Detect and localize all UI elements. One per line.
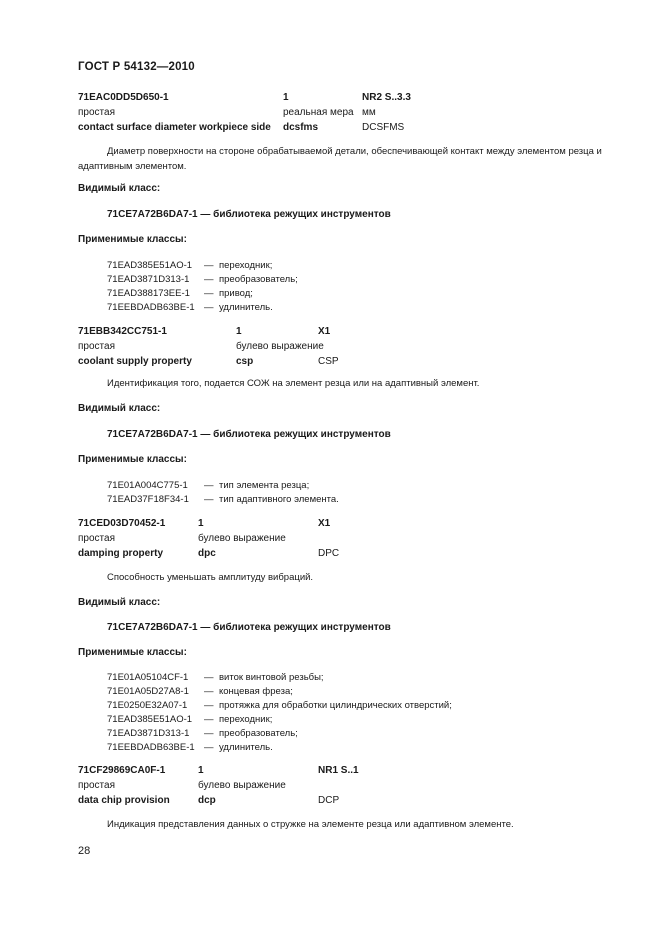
property-format: NR2 S..3.3 (362, 92, 411, 103)
property-version: 1 (236, 326, 242, 337)
visible-class-heading: Видимый класс: (78, 597, 161, 608)
property-name: damping property (78, 548, 164, 559)
property-name: contact surface diameter workpiece side (78, 122, 271, 133)
property-code: DCP (318, 795, 340, 806)
property-symbol: csp (236, 356, 254, 367)
visible-class-heading: Видимый класс: (78, 403, 161, 414)
property-definition: Диаметр поверхности на стороне обрабатываемой детали, обеспечивающей контакт между элементом резца и адаптивным элементом. (78, 146, 602, 172)
property-definition: Индикация представления данных о стружке на элементе резца или адаптивном элементе. (107, 819, 514, 830)
property-type: простая (78, 107, 115, 118)
standard-header: ГОСТ Р 54132—2010 (78, 61, 195, 73)
property-datatype: булево выражение (198, 780, 286, 791)
property-symbol: dpc (198, 548, 216, 559)
property-definition: Способность уменьшать амплитуду вибраций. (107, 572, 314, 583)
page-number: 28 (78, 845, 91, 857)
visible-class-heading: Видимый класс: (78, 183, 161, 194)
property-code: DPC (318, 548, 340, 559)
property-id: 71EAC0DD5D650-1 (78, 92, 169, 103)
property-type: простая (78, 780, 115, 791)
visible-class-value: 71CE7A72B6DA7-1 — библиотека режущих инструментов (107, 209, 391, 220)
property-code: CSP (318, 356, 339, 367)
property-type: простая (78, 533, 115, 544)
applicable-classes-heading: Применимые классы: (78, 647, 187, 658)
property-version: 1 (198, 518, 204, 529)
property-format: X1 (318, 518, 331, 529)
property-id: 71CF29869CA0F-1 (78, 765, 166, 776)
property-unit: мм (362, 107, 376, 118)
property-name: data chip provision (78, 795, 170, 806)
document-page: ГОСТ Р 54132—2010 71EAC0DD5D650-1 1 NR2 S..3.3 простая реальная мера мм contact surface diameter workpiece side dcsfms DCSFMS Диаметр поверхности на стороне обрабатываемой детали, обеспечивающей контакт между элементом резца и адаптивным элементом. Видимый класс: 71CE7A72B6DA7-1 — библиотека режущих инструментов Применимые классы: 71EAD385E51AO-1 — переходник; 71EAD3871D313-1 — преобразователь; 71EAD388173EE-1 — привод; 71EEBDADB63BE-1 — удлинитель. 71EBB342CC751-1 1 X1 простая булево выражение coolant supply property csp CSP Идентификация того, подается СОЖ на элемент резца или на адаптивный элемент. Видимый класс: 71CE7A72B6DA7-1 — библиотека режущих инструментов Применимые классы: 71E01A004C775-1 — тип элемента резца; 71EAD37F18F34-1 — тип адаптивного элемента. 71CED03D70452-1 1 X1 простая булево выражение damping property dpc DPC Способность уменьшать амплитуду вибраций. Видимый класс: 71CE7A72B6DA7-1 — библиотека режущих инструментов Применимые классы: 71E01A05104CF-1 — виток винтовой резьбы; 71E01A05D27A8-1 — концевая фреза; 71E0250E32A07-1 — протяжка для обработки цилиндрических отверстий; 71EAD385E51AO-1 — переходник; 71EAD3871D313-1 — преобразователь; 71EEBDADB63BE-1 — удлинитель. 71CF29869CA0F-1 1 NR1 S..1 простая булево выражение data chip provision dcp DCP Индикация представления данных о стружке на элементе резца или адаптивном элементе. 28 (0, 0, 661, 935)
property-type: простая (78, 341, 115, 352)
property-format: NR1 S..1 (318, 765, 359, 776)
property-symbol: dcsfms (283, 122, 319, 133)
property-id: 71EBB342CC751-1 (78, 326, 167, 337)
property-datatype: булево выражение (198, 533, 286, 544)
property-datatype: булево выражение (236, 341, 324, 352)
visible-class-value: 71CE7A72B6DA7-1 — библиотека режущих инструментов (107, 429, 391, 440)
visible-class-value: 71CE7A72B6DA7-1 — библиотека режущих инструментов (107, 622, 391, 633)
property-id: 71CED03D70452-1 (78, 518, 166, 529)
property-code: DCSFMS (362, 122, 405, 133)
property-version: 1 (283, 92, 289, 103)
applicable-classes-heading: Применимые классы: (78, 454, 187, 465)
property-datatype: реальная мера (283, 107, 354, 118)
property-name: coolant supply property (78, 356, 192, 367)
property-definition: Идентификация того, подается СОЖ на элемент резца или на адаптивный элемент. (107, 378, 480, 389)
property-format: X1 (318, 326, 331, 337)
property-version: 1 (198, 765, 204, 776)
applicable-classes-heading: Применимые классы: (78, 234, 187, 245)
property-symbol: dcp (198, 795, 216, 806)
